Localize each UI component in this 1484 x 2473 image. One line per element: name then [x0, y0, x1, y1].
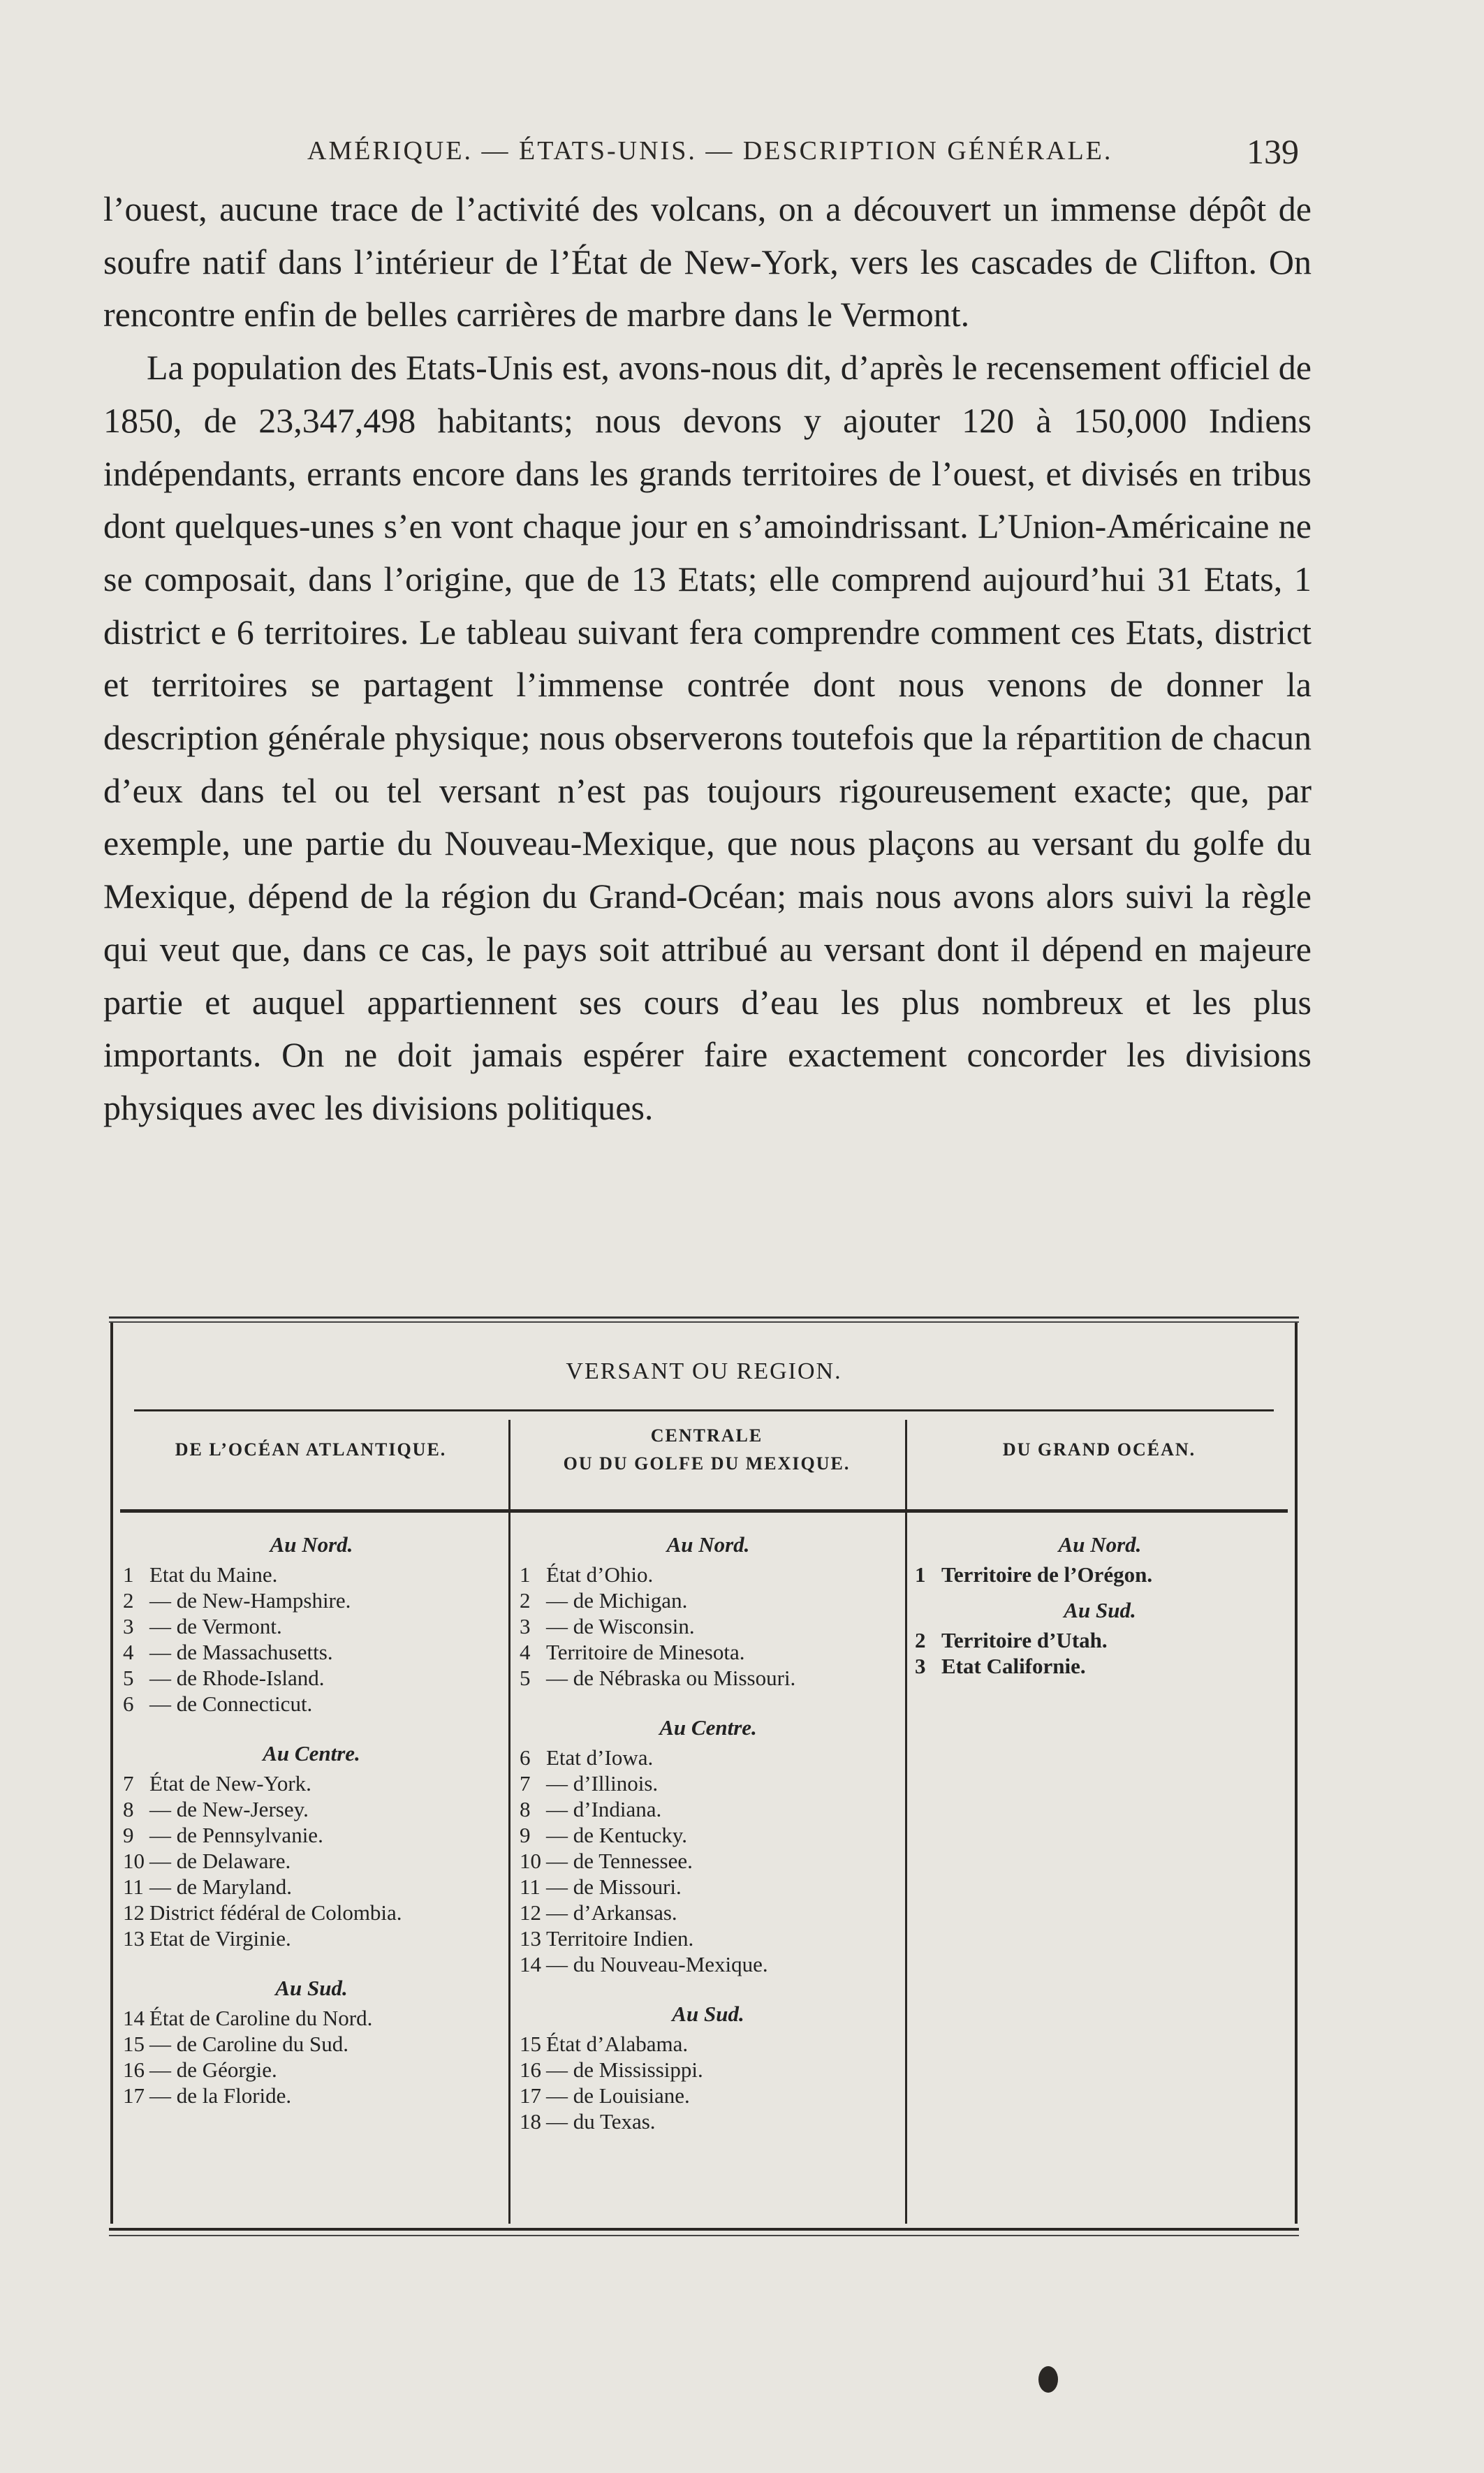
item-number: 10	[520, 1849, 541, 1873]
section-centre: Au Centre.	[659, 1715, 757, 1740]
list-item	[520, 1639, 897, 1665]
item-number: 1	[520, 1562, 531, 1587]
list-item	[520, 1822, 897, 1848]
item-text: Territoire Indien.	[546, 1926, 694, 1951]
page-number: 139	[1247, 132, 1299, 171]
list-sud	[915, 1627, 1285, 1679]
item-text: État de Caroline du Nord.	[149, 2006, 373, 2030]
item-number: 12	[520, 1900, 541, 1925]
list-item	[123, 1848, 500, 1874]
list-nord	[520, 1562, 897, 1691]
item-number: 3	[915, 1654, 926, 1678]
item-text: Territoire d’Utah.	[941, 1628, 1108, 1652]
section-nord: Au Nord.	[1058, 1532, 1142, 1557]
section-centre: Au Centre.	[263, 1741, 360, 1766]
running-title: AMÉRIQUE. — ÉTATS-UNIS. — DESCRIPTION GÉNÉRALE.	[307, 136, 1113, 166]
col-header-centrale	[511, 1413, 902, 1486]
section-nord: Au Nord.	[666, 1532, 750, 1557]
item-text: — du Texas.	[546, 2109, 656, 2134]
item-number: 8	[123, 1797, 134, 1821]
item-number: 12	[123, 1900, 145, 1925]
item-text: — de Rhode-Island.	[149, 1666, 325, 1690]
item-number: 17	[520, 2083, 541, 2108]
table-bottom-rule	[109, 2228, 1299, 2231]
item-text: — de New-Jersey.	[149, 1797, 309, 1821]
list-centre	[123, 1770, 500, 1951]
item-text: — de New-Hampshire.	[149, 1588, 351, 1613]
col-header-atlantique: DE L’OCÉAN ATLANTIQUE.	[175, 1439, 447, 1460]
list-item	[520, 2057, 897, 2083]
running-header	[105, 131, 1299, 173]
item-number: 9	[123, 1823, 134, 1847]
list-item	[123, 1874, 500, 1900]
list-item	[520, 1951, 897, 1977]
table-top-rule-inner	[109, 1321, 1299, 1323]
item-text: — de Delaware.	[149, 1849, 291, 1873]
list-item	[123, 1587, 500, 1613]
list-item	[520, 1796, 897, 1822]
list-item	[123, 1639, 500, 1665]
versant-table	[110, 1322, 1298, 2224]
item-text: — de Pennsylvanie.	[149, 1823, 323, 1847]
item-text: — de Mississippi.	[546, 2057, 703, 2082]
item-number: 8	[520, 1797, 531, 1821]
title-rule	[134, 1409, 1274, 1411]
paragraph-1: l’ouest, aucune trace de l’activité des volcans, on a découvert un immense dépôt de soufre natif dans l’intérieur de l’État de New-York, vers les cascades de Clifton. On rencontre enfin de belles carrières de marbre dans le Vermont.	[103, 189, 1312, 335]
list-item	[520, 1665, 897, 1691]
item-number: 13	[123, 1926, 145, 1951]
item-text: Etat Californie.	[941, 1654, 1086, 1678]
item-number: 6	[123, 1692, 134, 1716]
list-item	[520, 1770, 897, 1796]
item-number: 9	[520, 1823, 531, 1847]
item-text: — de Caroline du Sud.	[149, 2032, 348, 2056]
item-number: 7	[520, 1771, 531, 1796]
item-text: — de Missouri.	[546, 1874, 682, 1899]
list-item	[520, 1874, 897, 1900]
column-divider-2	[905, 1420, 907, 2224]
list-item	[123, 1770, 500, 1796]
list-item	[123, 1691, 500, 1717]
item-text: — de Connecticut.	[149, 1692, 313, 1716]
column-centrale	[520, 1532, 897, 2134]
list-item	[123, 2031, 500, 2057]
list-item	[123, 2057, 500, 2083]
list-item	[123, 1925, 500, 1951]
item-number: 11	[520, 1874, 541, 1899]
item-text: — de Louisiane.	[546, 2083, 690, 2108]
item-text: — d’Indiana.	[546, 1797, 662, 1821]
item-text: District fédéral de Colombia.	[149, 1900, 402, 1925]
list-item	[520, 1848, 897, 1874]
item-number: 6	[520, 1745, 531, 1770]
item-text: — de Vermont.	[149, 1614, 282, 1638]
item-number: 15	[123, 2032, 145, 2056]
section-sud: Au Sud.	[1064, 1598, 1136, 1622]
column-divider-1	[508, 1420, 510, 2224]
col-header-centrale-line1: CENTRALE	[650, 1425, 763, 1446]
list-item	[520, 1613, 897, 1639]
item-number: 11	[123, 1874, 144, 1899]
item-text: Etat de Virginie.	[149, 1926, 291, 1951]
col-header-centrale-line2: OU DU GOLFE DU MEXIQUE.	[563, 1453, 851, 1474]
item-number: 18	[520, 2109, 541, 2134]
item-number: 2	[123, 1588, 134, 1613]
list-item	[520, 1925, 897, 1951]
list-item	[123, 1665, 500, 1691]
item-number: 15	[520, 2032, 541, 2056]
item-number: 10	[123, 1849, 145, 1873]
list-item	[123, 1562, 500, 1587]
ornament-dot	[1038, 2366, 1058, 2393]
list-item	[123, 2083, 500, 2108]
item-number: 4	[520, 1640, 531, 1664]
item-number: 7	[123, 1771, 134, 1796]
item-text: — de la Floride.	[149, 2083, 292, 2108]
list-sud	[123, 2005, 500, 2108]
section-sud: Au Sud.	[672, 2002, 744, 2026]
item-text: — de Maryland.	[149, 1874, 293, 1899]
list-item	[123, 1900, 500, 1925]
item-text: Etat du Maine.	[149, 1562, 278, 1587]
item-text: État d’Ohio.	[546, 1562, 654, 1587]
list-item	[520, 2031, 897, 2057]
item-text: — d’Arkansas.	[546, 1900, 677, 1925]
item-text: — de Massachusetts.	[149, 1640, 333, 1664]
item-number: 1	[123, 1562, 134, 1587]
item-text: État de New-York.	[149, 1771, 311, 1796]
table-title: VERSANT OU REGION.	[566, 1358, 842, 1384]
list-item	[520, 1900, 897, 1925]
header-rule	[120, 1509, 1288, 1513]
item-number: 3	[520, 1614, 531, 1638]
item-number: 14	[520, 1952, 541, 1976]
section-nord: Au Nord.	[270, 1532, 353, 1557]
section-sud: Au Sud.	[275, 1976, 348, 2000]
list-item	[915, 1653, 1285, 1679]
item-number: 4	[123, 1640, 134, 1664]
list-centre	[520, 1745, 897, 1977]
item-number: 2	[915, 1628, 926, 1652]
item-text: — de Kentucky.	[546, 1823, 688, 1847]
item-number: 16	[123, 2057, 145, 2082]
item-text: Etat d’Iowa.	[546, 1745, 654, 1770]
item-number: 16	[520, 2057, 541, 2082]
item-number: 14	[123, 2006, 145, 2030]
paragraph-2: La population des Etats-Unis est, avons-nous dit, d’après le recensement officiel de 1850, de 23,347,498 habitants; nous devons y ajouter 120 à 150,000 Indiens indépendants, errants encore dans les grands territoires de l’ouest, et divisés en tribus dont quelques-unes s’en vont chaque jour en s’amoindrissant. L’Union-Américaine ne se composait, dans l’origine, que de 13 Etats; elle comprend aujourd’hui 31 Etats, 1 district e 6 territoires. Le tableau suivant fera comprendre comment ces Etats, district et territoires se partagent l’immense contrée dont nous venons de donner la description générale physique; nous observerons toutefois que la répartition de chacun d’eux dans tel ou tel versant n’est pas toujours rigoureusement exacte; que, par exemple, une partie du Nouveau-Mexique, que nous plaçons au versant du golfe du Mexique, dépend de la région du Grand-Océan; mais nous avons alors suivi la règle qui veut que, dans ce cas, le pays soit attribué au versant dont il dépend en majeure partie et auquel appartiennent ses cours d’eau les plus nombreux et les plus importants. On ne doit jamais espérer faire exactement concorder les divisions physiques avec les divisions politiques.	[103, 348, 1312, 1127]
item-text: — de Géorgie.	[149, 2057, 277, 2082]
list-nord	[123, 1562, 500, 1717]
body-text	[103, 183, 1312, 1135]
column-atlantique	[123, 1532, 500, 2108]
table-top-rule	[109, 1316, 1299, 1319]
list-item	[520, 1745, 897, 1770]
item-number: 3	[123, 1614, 134, 1638]
list-item	[520, 1562, 897, 1587]
item-text: — de Tennessee.	[546, 1849, 693, 1873]
item-number: 5	[520, 1666, 531, 1690]
table-bottom-rule-outer	[109, 2235, 1299, 2236]
item-text: Territoire de Minesota.	[546, 1640, 745, 1664]
item-text: État d’Alabama.	[546, 2032, 689, 2056]
list-item	[520, 2083, 897, 2108]
item-number: 5	[123, 1666, 134, 1690]
item-text: Territoire de l’Orégon.	[941, 1562, 1153, 1587]
list-item	[123, 1796, 500, 1822]
item-number: 17	[123, 2083, 145, 2108]
item-text: — de Wisconsin.	[546, 1614, 695, 1638]
item-number: 13	[520, 1926, 541, 1951]
item-text: — de Nébraska ou Missouri.	[546, 1666, 796, 1690]
item-number: 2	[520, 1588, 531, 1613]
item-number: 1	[915, 1562, 926, 1587]
column-grand-ocean	[915, 1532, 1285, 1679]
list-item	[520, 1587, 897, 1613]
item-text: — du Nouveau-Mexique.	[546, 1952, 768, 1976]
col-header-grand-ocean: DU GRAND OCÉAN.	[1002, 1439, 1196, 1460]
list-nord	[915, 1562, 1285, 1587]
list-item	[520, 2108, 897, 2134]
list-item	[123, 2005, 500, 2031]
list-item	[123, 1613, 500, 1639]
list-item	[915, 1562, 1285, 1587]
item-text: — d’Illinois.	[546, 1771, 659, 1796]
list-sud	[520, 2031, 897, 2134]
item-text: — de Michigan.	[546, 1588, 688, 1613]
list-item	[123, 1822, 500, 1848]
list-item	[915, 1627, 1285, 1653]
